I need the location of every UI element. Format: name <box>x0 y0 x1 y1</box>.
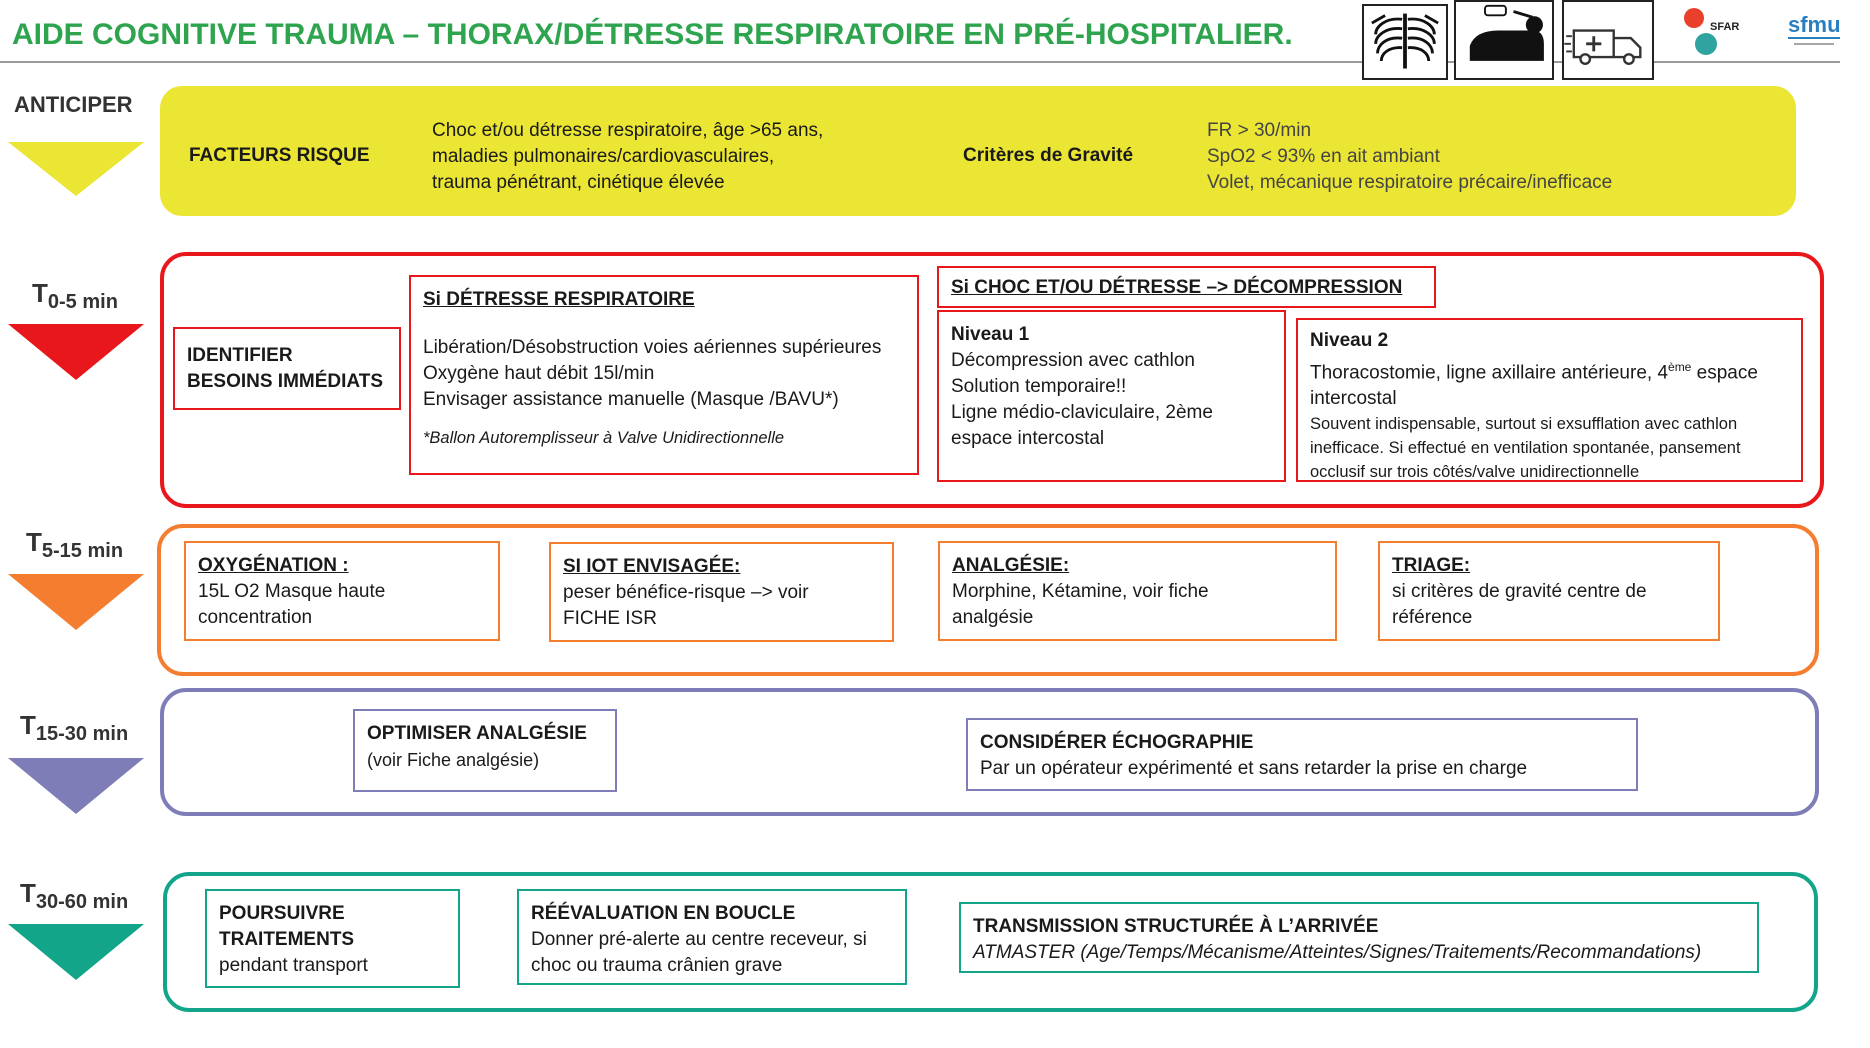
poursuivre-sub: pendant transport <box>219 955 368 976</box>
oxygenation-box <box>184 541 500 641</box>
ambulance-icon <box>1562 0 1654 80</box>
poursuivre-traitements-box <box>205 889 460 988</box>
sfmu-logo <box>1784 6 1844 56</box>
facteurs-line: trauma pénétrant, cinétique élevée <box>432 172 725 193</box>
t0-arrow <box>8 324 144 380</box>
triage-line: si critères de gravité centre de <box>1392 581 1647 602</box>
t0-label-sub: 0-5 min <box>47 291 118 313</box>
oxygenation-line: 15L O2 Masque haute <box>198 581 386 602</box>
niveau2-title: Niveau 2 <box>1310 330 1389 351</box>
t15-label-sub: 15-30 min <box>35 723 129 745</box>
t5-label-t: T <box>26 527 42 557</box>
triage-line: référence <box>1392 607 1473 628</box>
identifier-line: IDENTIFIER <box>187 345 293 366</box>
facteurs-line: maladies pulmonaires/cardiovasculaires, <box>432 146 775 167</box>
analgesie-title: ANALGÉSIE: <box>952 555 1070 576</box>
criteres-line: SpO2 < 93% en ait ambiant <box>1207 146 1440 167</box>
ribcage-icon <box>1362 4 1448 80</box>
page-title: AIDE COGNITIVE TRAUMA – THORAX/DÉTRESSE RESPIRATOIRE EN PRÉ-HOSPITALIER. <box>12 18 1293 51</box>
oxygenation-title: OXYGÉNATION : <box>198 555 349 576</box>
echographie-title: CONSIDÉRER ÉCHOGRAPHIE <box>980 732 1254 753</box>
anticiper-label: ANTICIPER <box>14 92 133 117</box>
criteres-line: FR > 30/min <box>1207 120 1312 141</box>
sfmu-text: sfmu <box>1788 12 1841 37</box>
detresse-footnote: *Ballon Autoremplisseur à Valve Unidirectionnelle <box>423 429 785 447</box>
t0-label <box>32 278 118 314</box>
detresse-line: Libération/Désobstruction voies aériennes supérieures <box>423 337 882 358</box>
facteurs-risque-text <box>432 118 892 196</box>
t15-label-t: T <box>20 710 36 740</box>
identifier-line: BESOINS IMMÉDIATS <box>187 371 383 392</box>
t5-label-sub: 5-15 min <box>41 540 124 562</box>
sfar-text: SFAR <box>1710 21 1740 33</box>
analgesie-line: analgésie <box>952 607 1034 628</box>
detresse-box <box>409 275 919 475</box>
facteurs-risque-title: FACTEURS RISQUE <box>189 145 370 166</box>
niveau1-box <box>937 310 1286 482</box>
niveau2-line: intercostal <box>1310 388 1397 410</box>
echographie-box <box>966 718 1638 791</box>
poursuivre-line: TRAITEMENTS <box>219 929 355 950</box>
transmission-line: ATMASTER (Age/Temps/Mécanisme/Atteintes/Signes/Traitements/Recommandations) <box>973 942 1702 963</box>
reevaluation-title: RÉÉVALUATION EN BOUCLE <box>531 903 796 924</box>
niveau2-box <box>1296 318 1803 482</box>
niveau1-line: Décompression avec cathlon <box>951 350 1195 371</box>
niveau2-note: occlusif sur trois côtés/valve unidirectionnelle <box>1310 463 1640 482</box>
reevaluation-box <box>517 889 907 985</box>
choc-title: Si CHOC ET/OU DÉTRESSE –> DÉCOMPRESSION <box>951 277 1403 298</box>
iot-line: FICHE ISR <box>563 608 657 629</box>
detresse-line: Oxygène haut débit 15l/min <box>423 363 655 384</box>
analgesie-line: Morphine, Kétamine, voir fiche <box>952 581 1209 602</box>
echographie-line: Par un opérateur expérimenté et sans retarder la prise en charge <box>980 758 1528 779</box>
detresse-line: Envisager assistance manuelle (Masque /BAVU*) <box>423 389 839 410</box>
t5-label <box>26 527 123 563</box>
reevaluation-line: Donner pré-alerte au centre receveur, si <box>531 929 867 950</box>
niveau2-line: Thoracostomie, ligne axillaire antérieure, 4 <box>1310 362 1669 384</box>
iot-line: peser bénéfice-risque –> voir <box>563 582 809 603</box>
niveau1-line: Solution temporaire!! <box>951 376 1127 397</box>
triage-title: TRIAGE: <box>1392 555 1471 576</box>
transmission-title: TRANSMISSION STRUCTURÉE À L’ARRIVÉE <box>973 916 1379 937</box>
optimiser-title: OPTIMISER ANALGÉSIE <box>367 723 587 744</box>
t15-label <box>20 710 128 746</box>
facteurs-line: Choc et/ou détresse respiratoire, âge >65 ans, <box>432 120 824 141</box>
niveau1-title: Niveau 1 <box>951 324 1030 345</box>
detresse-title: Si DÉTRESSE RESPIRATOIRE <box>423 289 695 310</box>
niveau2-superscript: ème <box>1668 360 1692 374</box>
optimiser-line: (voir Fiche analgésie) <box>367 750 540 770</box>
iot-title: SI IOT ENVISAGÉE: <box>563 556 741 577</box>
t15-arrow <box>8 758 144 814</box>
t30-label-t: T <box>20 878 36 908</box>
transmission-box <box>959 902 1759 973</box>
niveau2-note: inefficace. Si effectué en ventilation spontanée, pansement <box>1310 439 1741 458</box>
triage-box <box>1378 541 1720 641</box>
patient-transport-icon <box>1454 0 1554 80</box>
sfar-logo <box>1676 4 1746 60</box>
iot-box <box>549 542 894 642</box>
optimiser-analgesie-box <box>353 709 617 792</box>
t30-label-sub: 30-60 min <box>35 891 129 913</box>
criteres-gravite-title: Critères de Gravité <box>963 145 1134 166</box>
niveau2-note: Souvent indispensable, surtout si exsufflation avec cathlon <box>1310 415 1738 434</box>
t30-label <box>20 878 128 914</box>
t5-arrow <box>8 574 144 630</box>
choc-decompression-box <box>937 266 1436 308</box>
oxygenation-line: concentration <box>198 607 313 628</box>
criteres-line: Volet, mécanique respiratoire précaire/inefficace <box>1207 172 1613 193</box>
criteres-gravite-text <box>1207 118 1767 196</box>
t30-arrow <box>8 924 144 980</box>
reevaluation-line: choc ou trauma crânien grave <box>531 955 783 976</box>
anticiper-arrow <box>8 142 144 196</box>
niveau1-line: espace intercostal <box>951 428 1105 449</box>
poursuivre-line: POURSUIVRE <box>219 903 345 924</box>
identifier-box <box>173 327 401 410</box>
analgesie-box <box>938 541 1337 641</box>
t0-label-t: T <box>32 278 48 308</box>
niveau2-line: espace <box>1691 362 1758 384</box>
niveau1-line: Ligne médio-claviculaire, 2ème <box>951 402 1213 423</box>
